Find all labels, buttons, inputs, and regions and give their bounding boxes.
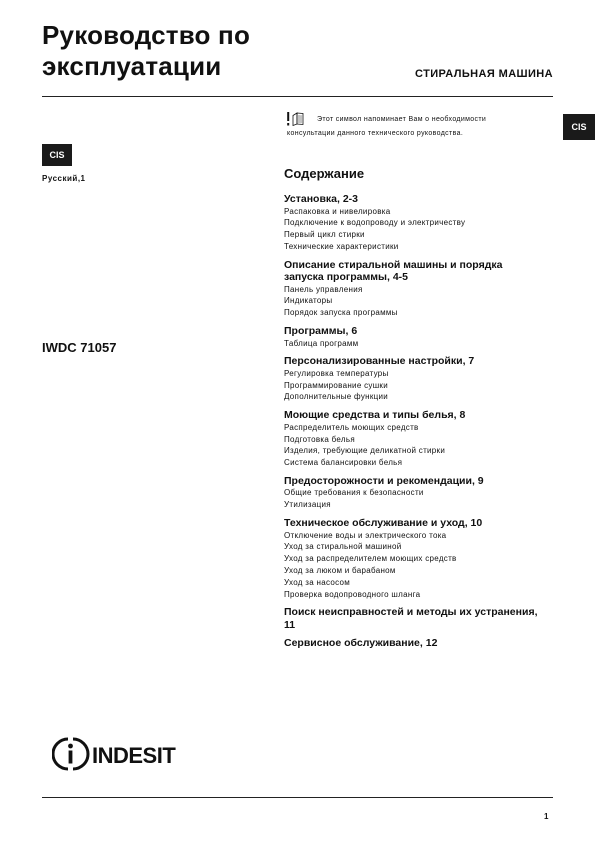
language-badge: CIS [42, 144, 72, 166]
contents-item: Первый цикл стирки [284, 230, 365, 240]
contents-item: Индикаторы [284, 296, 333, 306]
contents-item: Подготовка белья [284, 434, 355, 444]
contents-section [284, 606, 544, 631]
contents-section [284, 259, 544, 319]
contents-section [284, 355, 544, 403]
contents-section-title: Поиск неисправностей и методы их устранения, 11 [284, 606, 538, 631]
contents-heading: Содержание [284, 166, 365, 181]
contents-section [284, 193, 544, 253]
contents-section [284, 637, 544, 650]
contents-item: Панель управления [284, 284, 363, 294]
contents-item: Проверка водопроводного шланга [284, 589, 421, 599]
contents-item: Таблица программ [284, 338, 359, 348]
contents-item: Дополнительные функции [284, 392, 389, 402]
warning-note: Этот символ напоминает Вам о необходимости консультации данного технического руководства. [287, 116, 487, 137]
language-side-tab: CIS [563, 114, 595, 140]
model-name: IWDC 71057 [42, 340, 117, 355]
contents-item: Система балансировки белья [284, 458, 403, 468]
contents-section-title: Персонализированные настройки, 7 [284, 355, 475, 368]
indesit-logo-icon [52, 736, 202, 772]
contents-item: Программирование сушки [284, 380, 388, 390]
contents-item: Изделия, требующие деликатной стирки [284, 446, 446, 456]
contents-item-list [284, 530, 544, 601]
contents-item: Распределитель моющих средств [284, 422, 419, 432]
page-title-line-1: Руководство по [42, 20, 251, 50]
contents-item: Подключение к водопроводу и электричеству [284, 218, 466, 228]
contents-section-title: Моющие средства и типы белья, 8 [284, 409, 466, 422]
contents-section-title: Описание стиральной машины и порядка запуска программы, 4-5 [284, 258, 503, 284]
page-number: 1 [544, 812, 549, 821]
page-title [42, 20, 250, 82]
contents-section [284, 475, 544, 511]
contents-section [284, 409, 544, 469]
header-divider [42, 96, 553, 97]
contents-item-list [284, 284, 544, 319]
contents-section-title: Предосторожности и рекомендации, 9 [284, 474, 484, 487]
contents-item: Распаковка и нивелировка [284, 206, 391, 216]
contents-item-list [284, 368, 544, 403]
contents-item-list [284, 422, 544, 469]
contents-item: Утилизация [284, 500, 331, 510]
footer-divider [42, 797, 553, 798]
contents-item: Регулировка температуры [284, 368, 389, 378]
contents-item: Уход за распределителем моющих средств [284, 554, 457, 564]
contents-sections [284, 193, 544, 650]
contents-section-title: Сервисное обслуживание, 12 [284, 637, 438, 650]
contents-item: Общие требования к безопасности [284, 488, 424, 498]
contents-section-title: Техническое обслуживание и уход, 10 [284, 517, 483, 530]
contents-item: Отключение воды и электрического тока [284, 530, 447, 540]
contents-section [284, 325, 544, 349]
contents-section [284, 517, 544, 600]
contents-item: Уход за насосом [284, 577, 351, 587]
contents-item-list [284, 206, 544, 253]
page-title-line-2: эксплуатации [42, 51, 222, 81]
contents-item-list [284, 338, 544, 350]
document-subtitle: СТИРАЛЬНАЯ МАШИНА [415, 68, 553, 80]
contents-item: Уход за люком и барабаном [284, 565, 396, 575]
table-of-contents [284, 166, 544, 656]
language-label: Русский,1 [42, 174, 86, 183]
contents-item: Технические характеристики [284, 241, 399, 251]
contents-item: Порядок запуска программы [284, 308, 398, 318]
contents-item: Уход за стиральной машиной [284, 542, 402, 552]
contents-section-title: Установка, 2-3 [284, 193, 359, 205]
contents-section-title: Программы, 6 [284, 325, 358, 338]
contents-item-list [284, 487, 544, 511]
brand-wordmark: INDESIT [92, 743, 176, 768]
